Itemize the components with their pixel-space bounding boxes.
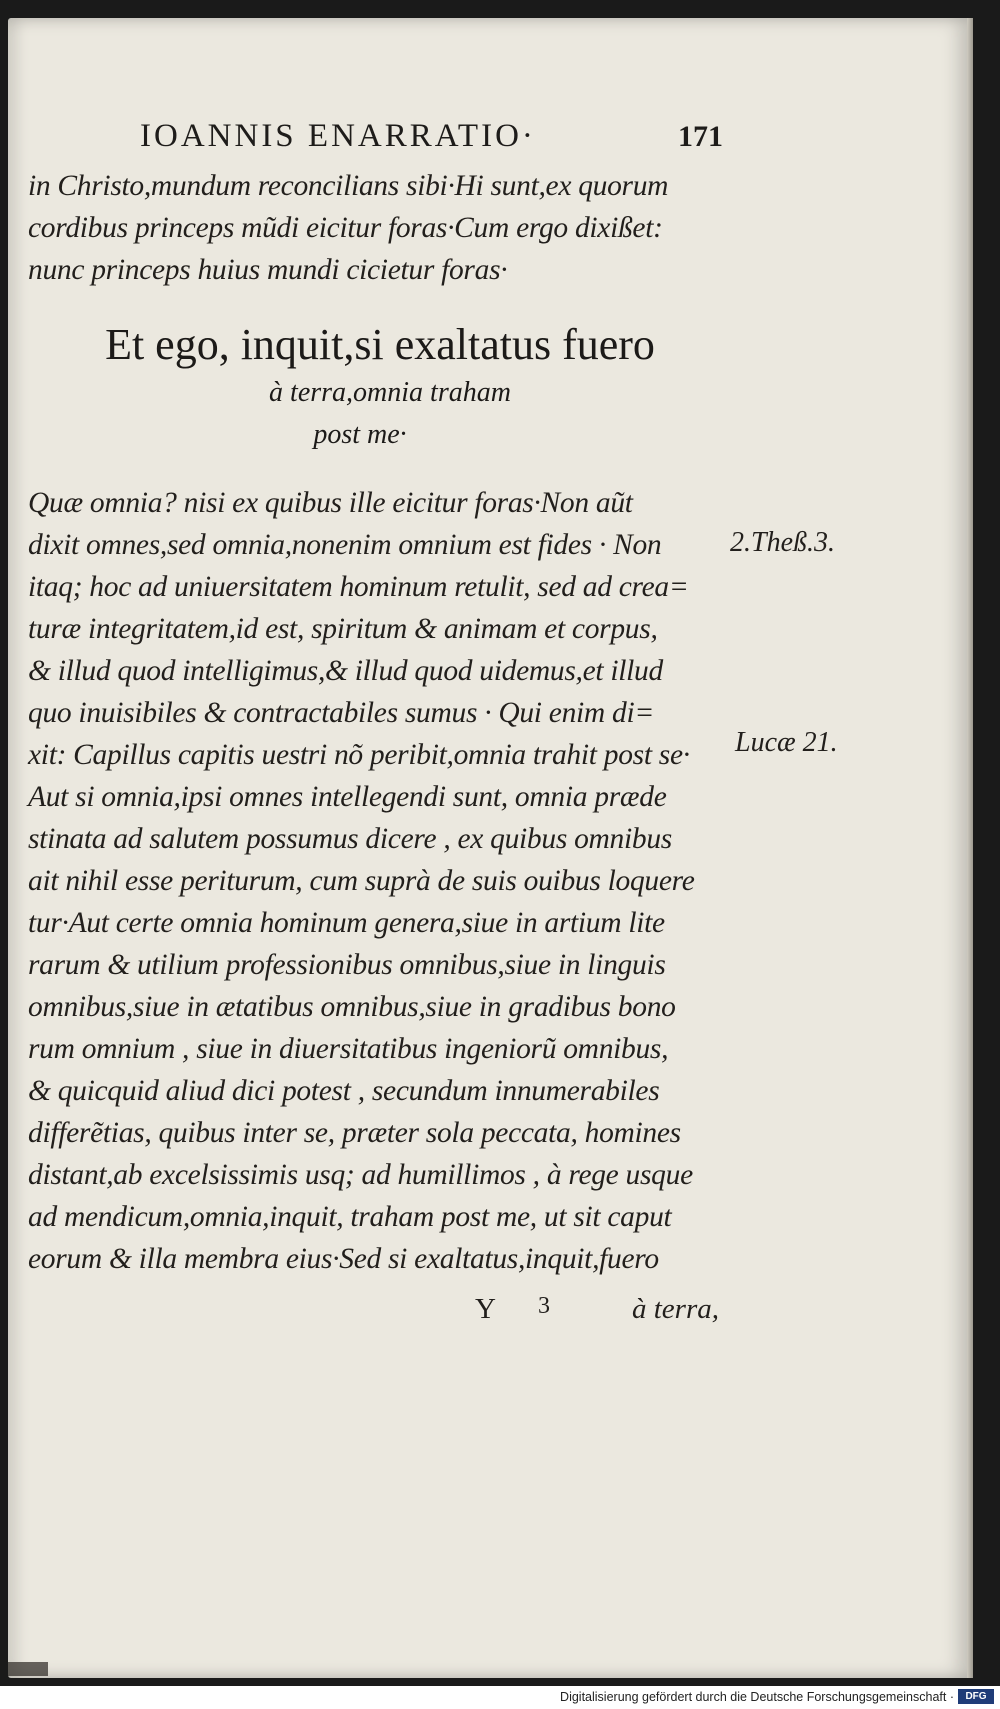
text-line: eorum & illa membra eius·Sed si exaltatus,inquit,fuero: [28, 1243, 659, 1275]
text-line: omnibus,siue in ætatibus omnibus,siue in gradibus bono: [28, 991, 676, 1023]
signature-number: 3: [538, 1293, 550, 1319]
text-line: rum omnium , siue in diuersitatibus ingeniorũ omnibus,: [28, 1033, 669, 1065]
text-line: Aut si omnia,ipsi omnes intellegendi sunt, omnia præde: [28, 781, 667, 813]
text-line: rarum & utilium professionibus omnibus,siue in linguis: [28, 949, 666, 981]
text-line: tur·Aut certe omnia hominum genera,siue in artium lite: [28, 907, 665, 939]
heading-line-3: post me·: [313, 419, 407, 450]
signature-mark: Y: [475, 1293, 496, 1325]
intro-text: [28, 165, 738, 291]
text-line: quo inuisibiles & contractabiles sumus · Qui enim di=: [28, 697, 654, 729]
ink-bleed: [8, 1662, 48, 1676]
text-line: stinata ad salutem possumus dicere , ex quibus omnibus: [28, 823, 672, 855]
text-line: dixit omnes,sed omnia,nonenim omnium est fides · Non: [28, 529, 662, 561]
text-line: cordibus princeps mũdi eicitur foras·Cum ergo dixißet:: [28, 212, 663, 244]
page-edge: [967, 18, 973, 1678]
running-head: IOANNIS ENARRATIO·: [140, 118, 536, 154]
text-line: itaq; hoc ad uniuersitatem hominum retulit, sed ad crea=: [28, 571, 689, 603]
text-line: differẽtias, quibus inter se, præter sola peccata, homines: [28, 1117, 681, 1149]
text-line: ait nihil esse periturum, cum suprà de suis ouibus loquere: [28, 865, 695, 897]
text-line: in Christo,mundum reconcilians sibi·Hi sunt,ex quorum: [28, 170, 669, 202]
digitization-credit: Digitalisierung gefördert durch die Deutsche Forschungsgemeinschaft ·: [560, 1690, 954, 1704]
dfg-logo: DFG: [958, 1689, 994, 1704]
catchword: à terra,: [632, 1293, 719, 1325]
margin-note-thessalonians: 2.Theß.3.: [730, 527, 835, 558]
text-line: xit: Capillus capitis uestri nõ peribit,omnia trahit post se·: [28, 739, 690, 771]
text-line: Quæ omnia? nisi ex quibus ille eicitur foras·Non aũt: [28, 487, 633, 519]
commentary-paragraph: [28, 482, 748, 1280]
text-line: distant,ab excelsissimis usq; ad humillimos , à rege usque: [28, 1159, 693, 1191]
text-line: & quicquid aliud dici potest , secundum innumerabiles: [28, 1075, 660, 1107]
margin-note-luke: Lucæ 21.: [735, 727, 838, 758]
text-line: turæ integritatem,id est, spiritum & animam et corpus,: [28, 613, 658, 645]
text-line: nunc princeps huius mundi cicietur foras·: [28, 254, 508, 286]
heading-line-1: Et ego, inquit,si exaltatus fuero: [105, 320, 655, 369]
text-line: & illud quod intelligimus,& illud quod uidemus,et illud: [28, 655, 663, 687]
page-number: 171: [678, 120, 723, 153]
heading-line-2: à terra,omnia traham: [269, 377, 511, 408]
text-line: ad mendicum,omnia,inquit, traham post me, ut sit caput: [28, 1201, 672, 1233]
section-heading: [30, 318, 730, 456]
